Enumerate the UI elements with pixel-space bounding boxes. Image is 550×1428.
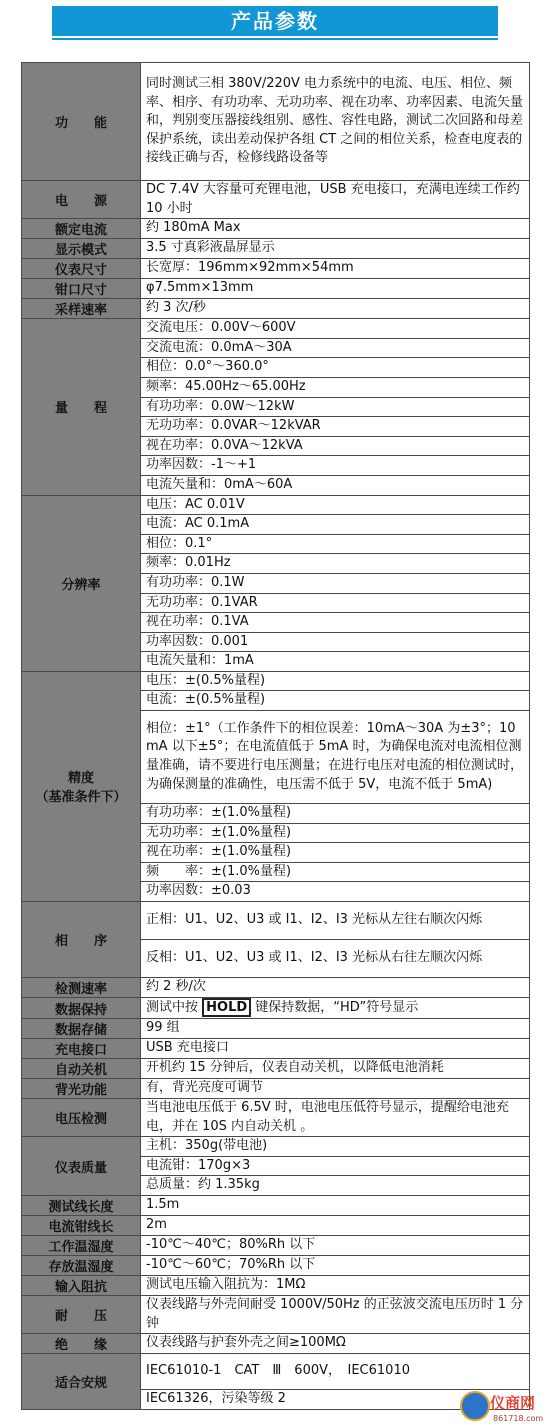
hold-key-label: HOLD — [202, 998, 251, 1017]
spec-row — [22, 671, 530, 691]
spec-row — [22, 1276, 530, 1296]
spec-value: 无功功率：±(1.0%量程) — [141, 823, 530, 843]
spec-label: 仪表质量 — [22, 1137, 141, 1196]
spec-label: 电流钳线长 — [22, 1216, 141, 1236]
spec-label: 充电接口 — [22, 1039, 141, 1059]
spec-value: 电压：AC 0.01V — [141, 495, 530, 515]
hold-suffix: 键保持数据，“HD”符号显示 — [251, 1000, 419, 1016]
spec-value: 电流矢量和：0mA～60A — [141, 475, 530, 495]
spec-value: 频率：0.01Hz — [141, 554, 530, 574]
spec-value: 有功功率：±(1.0%量程) — [141, 804, 530, 824]
spec-value: 总质量：约 1.35kg — [141, 1176, 530, 1196]
spec-row — [22, 181, 530, 219]
spec-value: 功率因数：±0.03 — [141, 882, 530, 902]
spec-label: 工作温湿度 — [22, 1236, 141, 1256]
spec-value: 功率因数：0.001 — [141, 632, 530, 652]
spec-value: 反相：U1、U2、U3 或 I1、I2、I3 光标从右往左顺次闪烁 — [141, 940, 530, 978]
spec-label: 精度 （基准条件下） — [22, 671, 141, 901]
spec-row — [22, 1137, 530, 1157]
spec-value: 电流矢量和：1mA — [141, 652, 530, 672]
title-underline — [52, 38, 498, 40]
spec-value: 长宽厚：196mm×92mm×54mm — [141, 259, 530, 279]
spec-row — [22, 299, 530, 319]
spec-value: 无功功率：0.0VAR～12kVAR — [141, 417, 530, 437]
spec-value: φ7.5mm×13mm — [141, 279, 530, 299]
spec-value: 电流钳：170g×3 — [141, 1156, 530, 1176]
spec-value: 当电池电压低于 6.5V 时，电池电压低符号显示，提醒给电池充电，并在 10S 内自动关机 。 — [141, 1099, 530, 1137]
spec-row — [22, 1099, 530, 1137]
spec-label: 数据保持 — [22, 998, 141, 1019]
spec-value: 相位：0.1° — [141, 534, 530, 554]
spec-row — [22, 1334, 530, 1354]
spec-value: 电压：±(0.5%量程) — [141, 671, 530, 691]
spec-row — [22, 1216, 530, 1236]
spec-value: 1.5m — [141, 1196, 530, 1216]
spec-row — [22, 1354, 530, 1390]
spec-value: IEC61010-1 CAT Ⅲ 600V， IEC61010 — [141, 1354, 530, 1390]
spec-label: 额定电流 — [22, 219, 141, 239]
spec-value: 有功功率：0.0W～12kW — [141, 397, 530, 417]
spec-label: 背光功能 — [22, 1079, 141, 1099]
spec-value: 无功功率：0.1VAR — [141, 593, 530, 613]
spec-value: 频率：45.00Hz～65.00Hz — [141, 377, 530, 397]
spec-label: 检测速率 — [22, 978, 141, 998]
spec-value: 有功功率：0.1W — [141, 573, 530, 593]
spec-label: 显示模式 — [22, 239, 141, 259]
spec-label: 自动关机 — [22, 1059, 141, 1079]
spec-row — [22, 259, 530, 279]
spec-value: 正相：U1、U2、U3 或 I1、I2、I3 光标从左往右顺次闪烁 — [141, 902, 530, 940]
globe-logo-icon — [460, 1391, 490, 1421]
spec-row — [22, 239, 530, 259]
header — [0, 0, 550, 46]
spec-value: 约 180mA Max — [141, 219, 530, 239]
spec-row — [22, 1256, 530, 1276]
spec-row — [22, 1079, 530, 1099]
spec-row — [22, 219, 530, 239]
spec-label: 存放温湿度 — [22, 1256, 141, 1276]
page-title: 产品参数 — [52, 6, 498, 36]
spec-label: 绝 缘 — [22, 1334, 141, 1354]
spec-value: 测试电压输入阻抗为：1MΩ — [141, 1276, 530, 1296]
spec-value: IEC61326，污染等级 2 — [141, 1390, 530, 1410]
spec-value: DC 7.4V 大容量可充锂电池，USB 充电接口，充满电连续工作约 10 小时 — [141, 181, 530, 219]
spec-row — [22, 63, 530, 181]
spec-value: 同时测试三相 380V/220V 电力系统中的电流、电压、相位、频率、相序、有功功率、无功功率、视在功率、功率因素、电流矢量和，判别变压器接线组别、感性、容性电路，测试二次回路和母差保护系统，读出差动保护各组 CT 之间的相位关系，检查电度表的接线正确与否，检修线路设备等 — [141, 63, 530, 181]
spec-value: 交流电流：0.0mA～30A — [141, 338, 530, 358]
spec-value: 相位：±1°（工作条件下的相位误差：10mA～30A 为±3°；10mA 以下±5°；在电流值低于 5mA 时，为确保电流对电流相位测量准确，请不要进行电压测量；在进行电压对电流的相位测试时，为确保测量的准确性，电压需不低于 5V，电流不低于 5mA) — [141, 711, 530, 804]
spec-value: 电流：±(0.5%量程) — [141, 691, 530, 711]
spec-value: 99 组 — [141, 1019, 530, 1039]
spec-value: 仪表线路与护套外壳之间≥100MΩ — [141, 1334, 530, 1354]
spec-label: 相 序 — [22, 902, 141, 978]
spec-label: 测试线长度 — [22, 1196, 141, 1216]
spec-row — [22, 1039, 530, 1059]
spec-value: 视在功率：0.0VA～12kVA — [141, 436, 530, 456]
spec-row — [22, 1019, 530, 1039]
spec-label: 功 能 — [22, 63, 141, 181]
spec-value: 有，背光亮度可调节 — [141, 1079, 530, 1099]
spec-label: 采样速率 — [22, 299, 141, 319]
spec-value: 约 2 秒/次 — [141, 978, 530, 998]
spec-label: 电 源 — [22, 181, 141, 219]
watermark-text: 仪商网 — [490, 1394, 536, 1412]
spec-row — [22, 1236, 530, 1256]
spec-value: 主机：350g(带电池) — [141, 1137, 530, 1157]
spec-label: 耐 压 — [22, 1296, 141, 1334]
spec-row — [22, 1196, 530, 1216]
spec-row — [22, 998, 530, 1019]
spec-label: 分辨率 — [22, 495, 141, 671]
spec-value: 开机约 15 分钟后，仪表自动关机，以降低电池消耗 — [141, 1059, 530, 1079]
watermark-url: 861718.com — [493, 1414, 544, 1423]
spec-value: 仪表线路与外壳间耐受 1000V/50Hz 的正弦波交流电压历时 1 分钟 — [141, 1296, 530, 1334]
spec-value: USB 充电接口 — [141, 1039, 530, 1059]
spec-row — [22, 1059, 530, 1079]
spec-value: 约 3 次/秒 — [141, 299, 530, 319]
spec-value: 相位：0.0°～360.0° — [141, 358, 530, 378]
spec-table — [21, 62, 530, 1410]
spec-label: 适合安规 — [22, 1354, 141, 1410]
spec-label: 数据存储 — [22, 1019, 141, 1039]
spec-label: 输入阻抗 — [22, 1276, 141, 1296]
spec-value: 交流电压：0.00V～600V — [141, 319, 530, 339]
spec-row — [22, 495, 530, 515]
spec-value: 电流：AC 0.1mA — [141, 515, 530, 535]
spec-value: 视在功率：0.1VA — [141, 613, 530, 633]
hold-prefix: 测试中按 — [146, 1000, 203, 1016]
spec-row — [22, 279, 530, 299]
spec-value: -10℃～40℃；80%Rh 以下 — [141, 1236, 530, 1256]
spec-label: 电压检测 — [22, 1099, 141, 1137]
spec-label: 量 程 — [22, 319, 141, 495]
spec-label: 钳口尺寸 — [22, 279, 141, 299]
spec-value — [141, 998, 530, 1019]
spec-row — [22, 978, 530, 998]
spec-value: 3.5 寸真彩液晶屏显示 — [141, 239, 530, 259]
spec-row — [22, 902, 530, 940]
spec-value: 功率因数：-1～+1 — [141, 456, 530, 476]
spec-value: 视在功率：±(1.0%量程) — [141, 843, 530, 863]
spec-row — [22, 1296, 530, 1334]
spec-value: -10℃～60℃；70%Rh 以下 — [141, 1256, 530, 1276]
spec-row — [22, 319, 530, 339]
spec-label: 仪表尺寸 — [22, 259, 141, 279]
spec-value: 频 率：±(1.0%量程) — [141, 862, 530, 882]
spec-value: 2m — [141, 1216, 530, 1236]
